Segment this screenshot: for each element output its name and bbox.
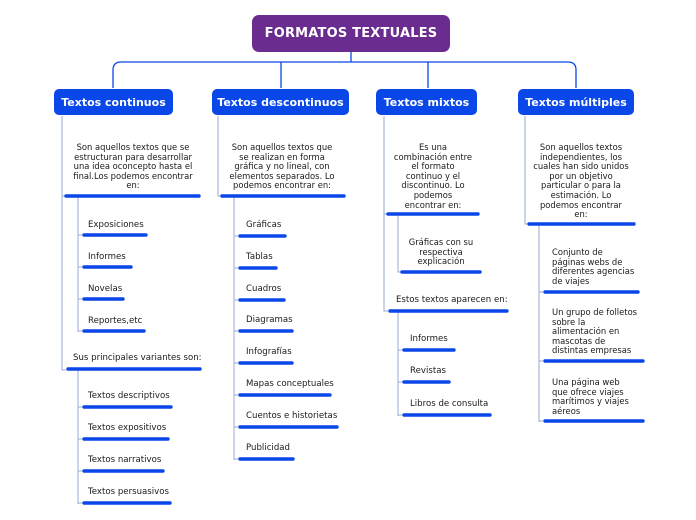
descontinuos-item: Tablas	[246, 252, 273, 262]
descontinuos-item: Cuadros	[246, 284, 282, 294]
category-textos-mixtos: Textos mixtos	[376, 89, 477, 115]
multiples-item: Conjunto de páginas webs de diferentes agencias de viajes	[552, 247, 635, 286]
mixtos-appear-label: Estos textos aparecen en:	[396, 295, 508, 305]
mixtos-item: Gráficas con su respectiva explicación	[408, 237, 474, 267]
descontinuos-item: Publicidad	[246, 443, 290, 453]
multiples-item: Un grupo de folletos sobre la alimentación en mascotas de distintas empresas	[552, 307, 638, 356]
continuos-variant: Textos descriptivos	[88, 391, 170, 401]
descontinuos-description: Son aquellos textos que se realizan en forma gráfica y no lineal, con elementos separados. Lo podemos encontrar en:	[229, 142, 335, 191]
continuos-variants-label: Sus principales variantes son:	[73, 353, 202, 363]
continuos-variant: Textos expositivos	[88, 423, 167, 433]
mixtos-appear-item: Revistas	[410, 366, 446, 376]
descontinuos-item: Cuentos e historietas	[246, 411, 338, 421]
continuos-item: Novelas	[88, 284, 123, 294]
mixtos-appear-item: Libros de consulta	[410, 399, 489, 409]
continuos-item: Informes	[88, 252, 126, 262]
continuos-item: Reportes,etc	[88, 316, 143, 326]
continuos-description: Son aquellos textos que se estructuran para desarrollar una idea oconcepto hasta el final.Los podemos encontrar en:	[73, 142, 193, 191]
multiples-item: Una página web que ofrece viajes marítimos y viajes aéreos	[552, 377, 629, 416]
multiples-description: Son aquellos textos independientes, los cuales han sido unidos por un objetivo particular o para la estimación. Lo podemos encontrar en:	[533, 142, 629, 220]
descontinuos-item: Mapas conceptuales	[246, 379, 334, 389]
category-textos-continuos: Textos continuos	[54, 89, 173, 115]
category-textos-descontinuos: Textos descontinuos	[212, 89, 349, 115]
continuos-item: Exposiciones	[88, 220, 144, 230]
category-textos-multiples: Textos múltiples	[518, 89, 634, 115]
mixtos-appear-item: Informes	[410, 334, 448, 344]
descontinuos-item: Diagramas	[246, 315, 293, 325]
continuos-variant: Textos narrativos	[88, 455, 162, 465]
descontinuos-item: Gráficas	[246, 220, 282, 230]
continuos-variant: Textos persuasivos	[88, 487, 169, 497]
root-node-title: FORMATOS TEXTUALES	[252, 15, 450, 52]
mixtos-description: Es una combinación entre el formato continuo y el discontinuo. Lo podemos encontrar en:	[393, 142, 473, 210]
descontinuos-item: Infografías	[246, 347, 292, 357]
